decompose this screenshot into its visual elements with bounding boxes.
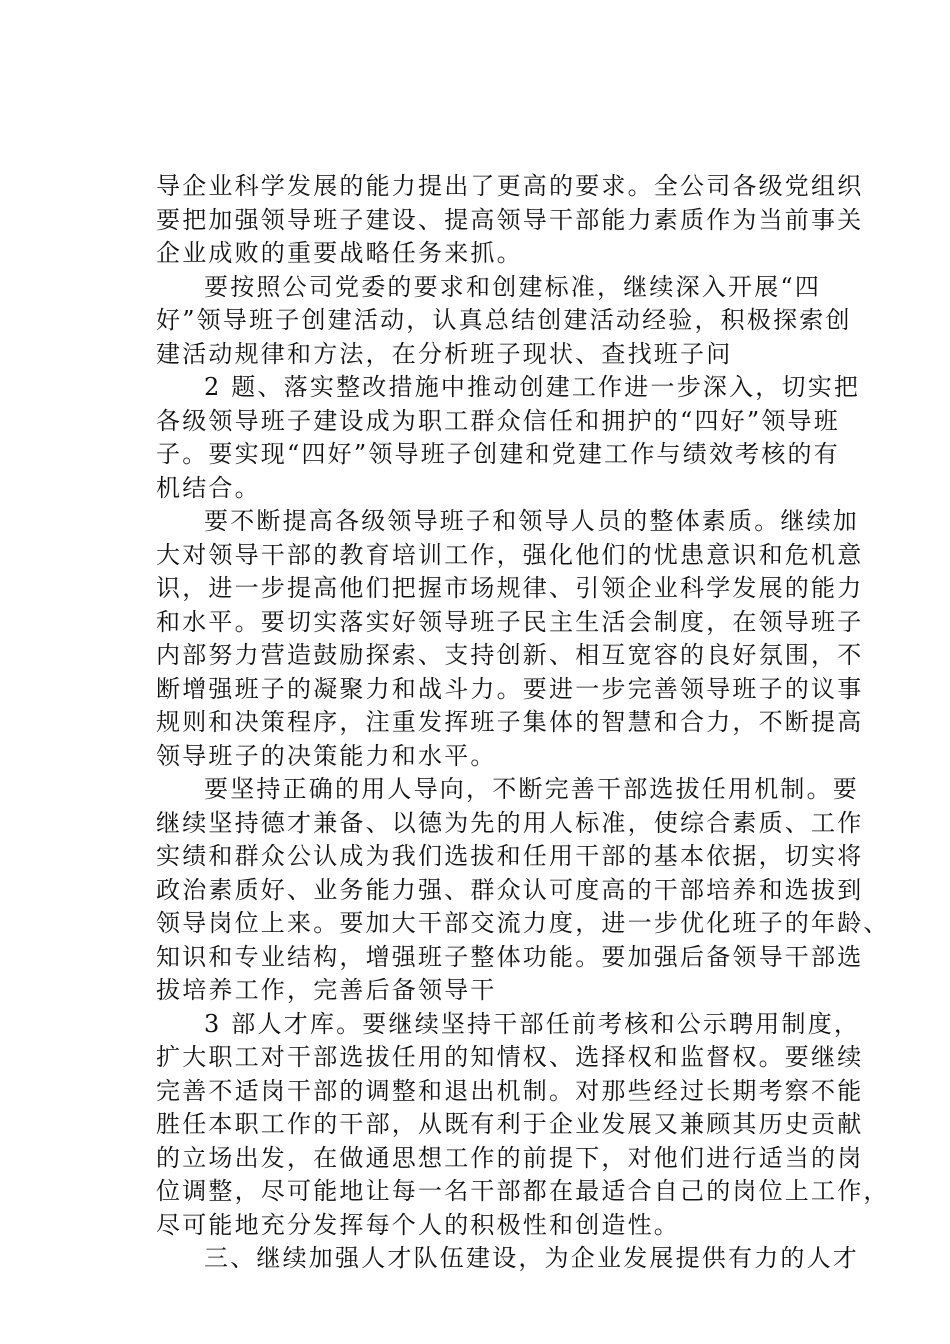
text-line: 三、继续加强人才队伍建设，为企业发展提供有力的人才 (204, 1244, 859, 1272)
text-line: 建活动规律和方法，在分析班子现状、查找班子问 (156, 339, 733, 368)
text-line: 实绩和群众公认成为我们选拔和任用干部的基本依据，切实将 (156, 842, 864, 870)
text-line: 领导岗位上来。要加大干部交流力度，进一步优化班子的年龄、 (156, 909, 890, 937)
text-line: 各级领导班子建设成为职工群众信任和拥护的“四好”领导班 (156, 406, 840, 435)
text-line: 内部努力营造鼓励探索、支持创新、相互宽容的良好氛围，不 (156, 641, 864, 669)
text-line: 知识和专业结构，增强班子整体功能。要加强后备领导干部选 (156, 942, 864, 971)
text-line: 3 部人才库。要继续坚持干部任前考核和公示聘用制度， (204, 1009, 861, 1038)
text-line: 规则和决策程序，注重发挥班子集体的智慧和合力，不断提高 (156, 708, 864, 736)
text-line: 的立场出发，在做通思想工作的前提下，对他们进行适当的岗 (156, 1143, 864, 1172)
text-line: 胜任本职工作的干部，从既有利于企业发展又兼顾其历史贡献 (156, 1110, 864, 1138)
text-line: 导企业科学发展的能力提出了更高的要求。全公司各级党组织 (156, 172, 864, 200)
text-line: 机结合。 (156, 473, 261, 502)
text-line: 好”领导班子创建活动，认真总结创建活动经验，积极探索创 (156, 306, 852, 334)
text-line: 要按照公司党委的要求和创建标准，继续深入开展“四 (204, 272, 822, 301)
text-line: 识，进一步提高他们把握市场规律、引领企业科学发展的能力 (156, 574, 864, 602)
text-line: 企业成败的重要战略任务来抓。 (156, 239, 523, 267)
text-line: 大对领导干部的教育培训工作，强化他们的忧患意识和危机意 (156, 540, 864, 569)
text-line: 子。要实现“四好”领导班子创建和党建工作与绩效考核的有 (156, 440, 840, 468)
document-body (156, 170, 890, 1276)
text-line: 要坚持正确的用人导向，不断完善干部选拔任用机制。要 (204, 775, 859, 803)
text-line: 领导班子的决策能力和水平。 (156, 741, 497, 770)
text-line: 继续坚持德才兼备、以德为先的用人标准，使综合素质、工作 (156, 808, 864, 837)
text-line: 要把加强领导班子建设、提高领导干部能力素质作为当前事关 (156, 205, 864, 234)
text-line: 断增强班子的凝聚力和战斗力。要进一步完善领导班子的议事 (156, 674, 864, 703)
text-line: 位调整，尽可能地让每一名干部都在最适合自己的岗位上工作， (156, 1177, 890, 1205)
text-line: 尽可能地充分发挥每个人的积极性和创造性。 (156, 1210, 680, 1239)
text-line: 2 题、落实整改措施中推动创建工作进一步深入，切实把 (204, 373, 861, 401)
text-line: 扩大职工对干部选拔任用的知情权、选择权和监督权。要继续 (156, 1043, 864, 1071)
text-line: 完善不适岗干部的调整和退出机制。对那些经过长期考察不能 (156, 1076, 864, 1105)
text-line: 政治素质好、业务能力强、群众认可度高的干部培养和选拔到 (156, 875, 864, 904)
text-line: 要不断提高各级领导班子和领导人员的整体素质。继续加 (204, 507, 859, 535)
text-line: 拔培养工作，完善后备领导干 (156, 976, 497, 1004)
text-line: 和水平。要切实落实好领导班子民主生活会制度，在领导班子 (156, 607, 864, 636)
